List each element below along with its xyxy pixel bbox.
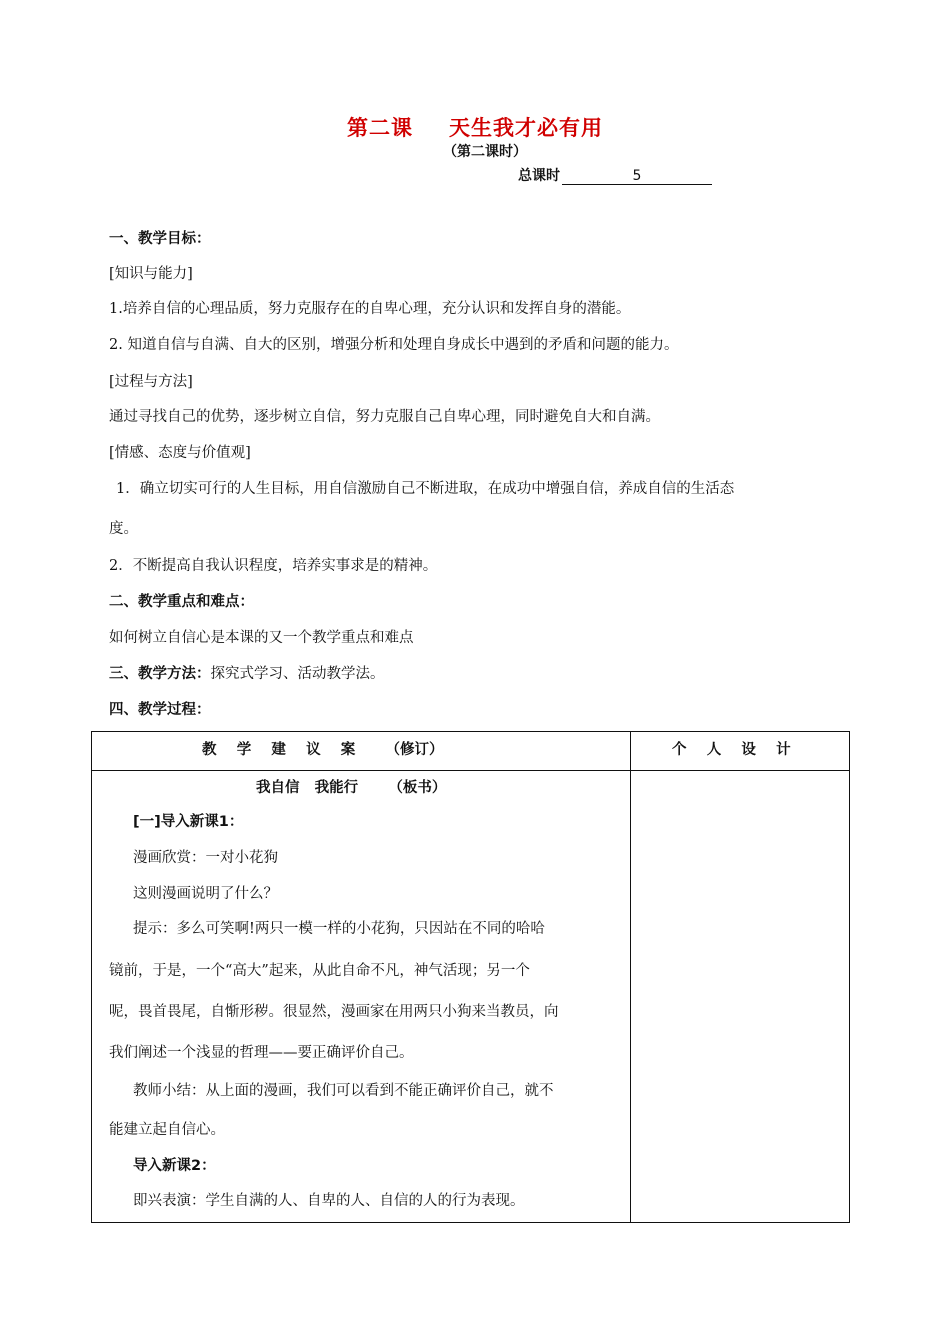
section-2-text: 如何树立自信心是本课的又一个教学重点和难点: [109, 630, 414, 646]
lesson-number: 第二课: [347, 116, 413, 140]
process-item-1: 通过寻找自己的优势，逐步树立自信，努力克服自己自卑心理，同时避免自大和自满。: [109, 409, 660, 425]
table-line-1: 漫画欣赏：一对小花狗: [133, 850, 278, 866]
intro-2-title: 导入新课2：: [133, 1158, 216, 1174]
table-column-divider: [630, 732, 631, 1222]
table-line-8: 能建立起自信心。: [109, 1122, 225, 1138]
total-hours-value: 5: [562, 168, 712, 185]
table-header-divider: [92, 770, 849, 771]
page-title: [0, 112, 950, 142]
table-line-4: 镜前，于是，一个“高大”起来，从此自命不凡，神气活现；另一个: [109, 963, 530, 979]
process-title: [过程与方法]: [109, 374, 193, 390]
table-header-plan: 教 学 建 议 案 （修订）: [202, 742, 444, 758]
section-2-title: 二、教学重点和难点：: [109, 594, 254, 610]
section-3: [109, 662, 385, 683]
table-line-2: 这则漫画说明了什么？: [133, 886, 278, 902]
section-3-text: 探究式学习、活动教学法。: [210, 666, 385, 682]
emotion-title: [情感、态度与价值观]: [109, 445, 251, 461]
knowledge-title: [知识与能力]: [109, 266, 193, 282]
section-3-title: 三、教学方法：: [109, 666, 211, 682]
board-title: 我自信 我能行 （板书）: [256, 780, 447, 796]
total-hours: [518, 165, 712, 185]
section-4-title: 四、教学过程：: [109, 702, 211, 718]
knowledge-item-2: 2. 知道自信与自满、自大的区别，增强分析和处理自身成长中遇到的矛盾和问题的能力。: [109, 337, 679, 353]
table-line-5: 呢，畏首畏尾，自惭形秽。很显然，漫画家在用两只小狗来当教员，向: [109, 1004, 559, 1020]
section-1-title: 一、教学目标：: [109, 231, 211, 247]
knowledge-item-1: 1.培养自信的心理品质，努力克服存在的自卑心理，充分认识和发挥自身的潜能。: [109, 301, 631, 317]
emotion-item-1-cont: 度。: [109, 521, 138, 537]
table-line-6: 我们阐述一个浅显的哲理——要正确评价自己。: [109, 1045, 414, 1061]
emotion-item-1: 1．确立切实可行的人生目标，用自信激励自己不断进取，在成功中增强自信，养成自信的生活态: [116, 481, 735, 497]
emotion-item-2: 2．不断提高自我认识程度，培养实事求是的精神。: [109, 558, 438, 574]
lesson-title: 天生我才必有用: [449, 116, 603, 140]
process-table: [91, 731, 850, 1223]
total-hours-label: 总课时: [518, 168, 560, 184]
intro-1-title: [一]导入新课1：: [133, 814, 244, 830]
table-line-7: 教师小结：从上面的漫画，我们可以看到不能正确评价自己，就不: [133, 1083, 554, 1099]
table-line-3: 提示：多么可笑啊!两只一模一样的小花狗，只因站在不同的哈哈: [133, 921, 545, 937]
table-header-personal: 个 人 设 计: [672, 742, 791, 758]
subtitle: （第二课时）: [443, 144, 527, 160]
table-line-9: 即兴表演：学生自满的人、自卑的人、自信的人的行为表现。: [133, 1193, 525, 1209]
